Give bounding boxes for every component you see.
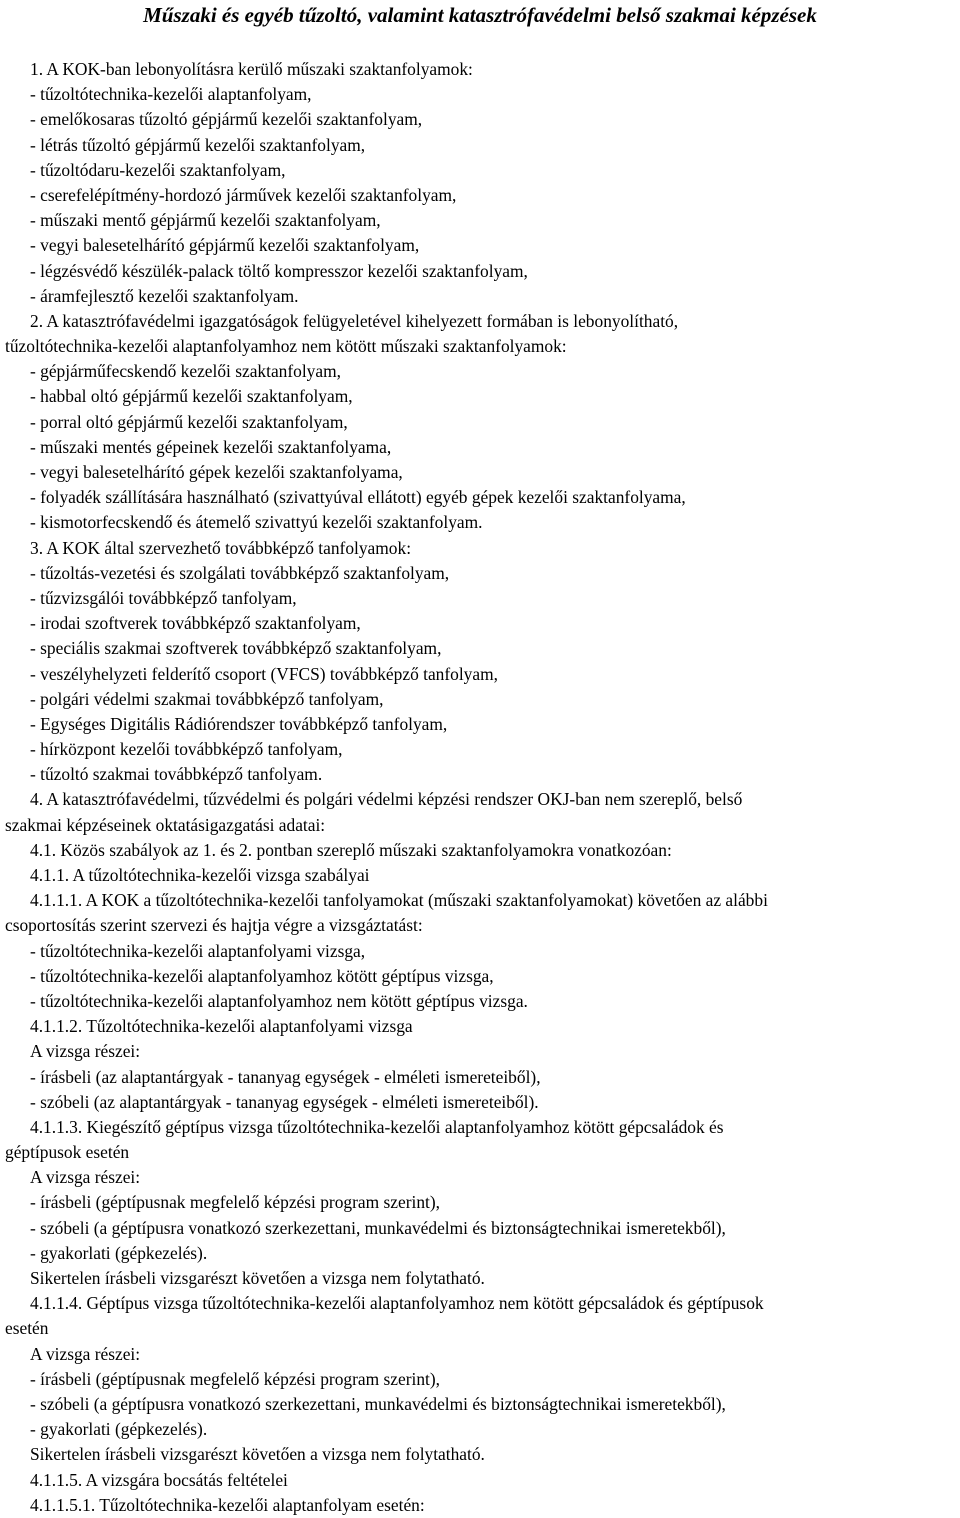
text-line: - cserefelépítmény-hordozó járművek kezelői szaktanfolyam,: [30, 184, 457, 205]
document-body: [5, 57, 960, 1518]
text-line: 4.1.1. A tűzoltótechnika-kezelői vizsga szabályai: [30, 865, 370, 885]
text-line: - tűzoltó szakmai továbbképző tanfolyam.: [30, 764, 323, 785]
text-line: - áramfejlesztő kezelői szaktanfolyam.: [30, 285, 299, 306]
text-line: - tűzoltótechnika-kezelői alaptanfolyamhoz kötött géptípus vizsga,: [30, 965, 494, 986]
text-line: 4.1.1.5.1. Tűzoltótechnika-kezelői alaptanfolyam esetén:: [30, 1494, 425, 1515]
text-line: - tűzoltás-vezetési és szolgálati továbbképző szaktanfolyam,: [30, 562, 450, 583]
text-line: 4.1.1.2. Tűzoltótechnika-kezelői alaptanfolyami vizsga: [30, 1016, 413, 1037]
text-line: - irodai szoftverek továbbképző szaktanfolyam,: [30, 613, 361, 634]
text-line: csoportosítás szerint szervezi és hajtja végre a vizsgáztatást:: [5, 915, 423, 936]
text-line: - írásbeli (géptípusnak megfelelő képzési program szerint),: [30, 1368, 440, 1389]
text-line: - tűzoltótechnika-kezelői alaptanfolyam,: [30, 84, 312, 105]
text-line: esetén: [5, 1318, 49, 1339]
text-line: - szóbeli (a géptípusra vonatkozó szerkezettani, munkavédelmi és biztonságtechnikai ismeretekből),: [30, 1217, 726, 1238]
text-line: géptípusok esetén: [5, 1142, 130, 1163]
text-line: - tűzoltódaru-kezelői szaktanfolyam,: [30, 159, 286, 180]
text-line: - kismotorfecskendő és átemelő szivattyú kezelői szaktanfolyam.: [30, 512, 483, 533]
text-line: - gyakorlati (gépkezelés).: [30, 1242, 208, 1263]
text-line: A vizsga részei:: [30, 1041, 141, 1062]
text-line: - szóbeli (az alaptantárgyak - tananyag egységek - elméleti ismereteiből).: [30, 1091, 539, 1112]
text-line: - veszélyhelyzeti felderítő csoport (VFCS) továbbképző tanfolyam,: [30, 663, 498, 684]
text-line: - tűzoltótechnika-kezelői alaptanfolyami vizsga,: [30, 940, 366, 961]
text-line: - gyakorlati (gépkezelés).: [30, 1419, 208, 1440]
text-line: 1. A KOK-ban lebonyolításra kerülő műszaki szaktanfolyamok:: [30, 59, 473, 79]
text-line: A vizsga részei:: [30, 1343, 141, 1364]
text-line: - hírközpont kezelői továbbképző tanfolyam,: [30, 739, 343, 760]
document-title: Műszaki és egyéb tűzoltó, valamint katasztrófavédelmi belső szakmai képzések: [143, 3, 817, 27]
text-line: - habbal oltó gépjármű kezelői szaktanfolyam,: [30, 386, 353, 407]
text-line: - létrás tűzoltó gépjármű kezelői szaktanfolyam,: [30, 134, 366, 155]
text-line: 4.1.1.5. A vizsgára bocsátás feltételei: [30, 1469, 288, 1490]
text-line: - Egységes Digitális Rádiórendszer továbbképző tanfolyam,: [30, 713, 448, 734]
text-line: - speciális szakmai szoftverek továbbképző szaktanfolyam,: [30, 638, 442, 659]
text-line: 2. A katasztrófavédelmi igazgatóságok felügyeletével kihelyezett formában is lebonyolítható,: [30, 310, 679, 331]
text-line: - légzésvédő készülék-palack töltő kompresszor kezelői szaktanfolyam,: [30, 260, 528, 281]
text-line: Sikertelen írásbeli vizsgarészt követően a vizsga nem folytatható.: [30, 1268, 485, 1288]
text-line: - tűzvizsgálói továbbképző tanfolyam,: [30, 587, 297, 608]
text-line: 4.1.1.4. Géptípus vizsga tűzoltótechnika-kezelői alaptanfolyamhoz nem kötött gépcsaládok és géptípusok: [30, 1293, 764, 1314]
text-line: - vegyi balesetelhárító gépek kezelői szaktanfolyama,: [30, 462, 403, 482]
text-line: - emelőkosaras tűzoltó gépjármű kezelői szaktanfolyam,: [30, 109, 423, 130]
text-line: - folyadék szállítására használható (szivattyúval ellátott) egyéb gépek kezelői szaktanfolyama,: [30, 487, 686, 508]
text-line: - műszaki mentő gépjármű kezelői szaktanfolyam,: [30, 210, 381, 231]
text-line: tűzoltótechnika-kezelői alaptanfolyamhoz nem kötött műszaki szaktanfolyamok:: [5, 336, 567, 357]
text-line: - gépjárműfecskendő kezelői szaktanfolyam,: [30, 361, 341, 382]
text-line: A vizsga részei:: [30, 1167, 141, 1188]
text-line: szakmai képzéseinek oktatásigazgatási adatai:: [5, 814, 326, 835]
text-line: Sikertelen írásbeli vizsgarészt követően a vizsga nem folytatható.: [30, 1444, 485, 1465]
text-line: - polgári védelmi szakmai továbbképző tanfolyam,: [30, 688, 384, 709]
text-line: - vegyi balesetelhárító gépjármű kezelői szaktanfolyam,: [30, 235, 420, 256]
text-line: - porral oltó gépjármű kezelői szaktanfolyam,: [30, 411, 348, 432]
text-line: 4.1.1.1. A KOK a tűzoltótechnika-kezelői tanfolyamokat (műszaki szaktanfolyamokat) követően az alábbi: [30, 890, 768, 911]
text-line: 4.1.1.3. Kiegészítő géptípus vizsga tűzoltótechnika-kezelői alaptanfolyamhoz kötött gépcsaládok és: [30, 1116, 724, 1137]
text-line: 4. A katasztrófavédelmi, tűzvédelmi és polgári védelmi képzési rendszer OKJ-ban nem szereplő, belső: [30, 789, 743, 810]
text-line: - tűzoltótechnika-kezelői alaptanfolyamhoz nem kötött géptípus vizsga.: [30, 990, 528, 1011]
text-line: 4.1. Közös szabályok az 1. és 2. pontban szereplő műszaki szaktanfolyamokra vonatkozóan:: [30, 839, 672, 860]
text-line: - szóbeli (a géptípusra vonatkozó szerkezettani, munkavédelmi és biztonságtechnikai ismeretekből),: [30, 1393, 726, 1414]
text-line: - műszaki mentés gépeinek kezelői szaktanfolyama,: [30, 436, 392, 457]
text-line: - írásbeli (géptípusnak megfelelő képzési program szerint),: [30, 1192, 440, 1213]
text-line: - írásbeli (az alaptantárgyak - tananyag egységek - elméleti ismereteiből),: [30, 1066, 541, 1087]
text-line: 3. A KOK által szervezhető továbbképző tanfolyamok:: [30, 537, 412, 558]
